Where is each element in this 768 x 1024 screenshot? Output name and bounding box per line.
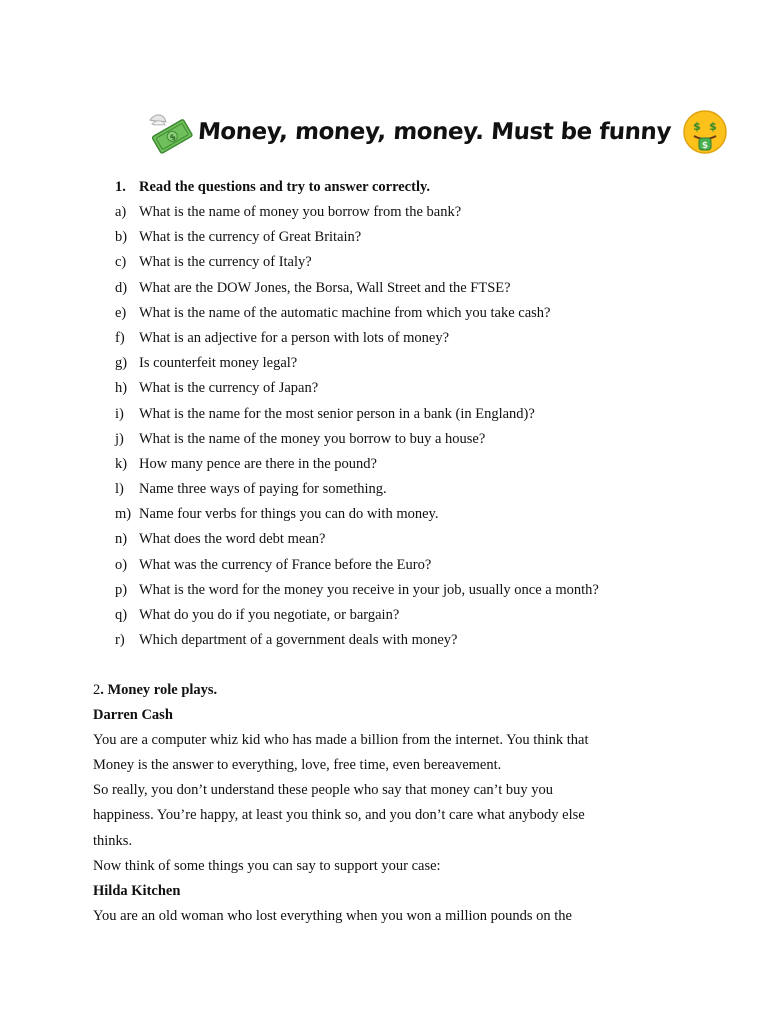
question-text: What do you do if you negotiate, or bargain? — [139, 607, 400, 623]
money-mouth-face-icon — [681, 108, 729, 156]
list-item — [115, 427, 715, 452]
question-letter: b) — [115, 229, 128, 246]
svg-text:$: $ — [693, 120, 701, 133]
section-number: 1. — [115, 179, 126, 195]
role-text-line: Money is the answer to everything, love, free time, even bereavement. — [93, 757, 502, 774]
question-text: What is an adjective for a person with lots of money? — [139, 329, 450, 346]
question-list — [115, 200, 715, 653]
svg-text:$: $ — [709, 120, 717, 133]
list-item — [115, 301, 715, 326]
list-item — [115, 326, 715, 351]
question-letter: p) — [115, 581, 128, 598]
list-item — [115, 628, 715, 653]
question-text: What is the currency of Japan? — [139, 380, 319, 397]
question-letter: d) — [115, 279, 128, 296]
question-text: What is the word for the money you receive in your job, usually once a month? — [139, 581, 599, 598]
list-item — [115, 376, 715, 401]
question-letter: c) — [115, 254, 127, 271]
question-letter: j) — [115, 430, 124, 447]
svg-text:$: $ — [701, 141, 708, 151]
question-letter: g) — [115, 355, 128, 372]
role-text-line: Now think of some things you can say to support your case: — [93, 857, 441, 874]
list-item — [115, 502, 715, 527]
list-item — [115, 527, 715, 552]
question-text: What does the word debt mean? — [139, 531, 326, 548]
question-letter: a) — [115, 204, 127, 220]
question-letter: l) — [115, 481, 124, 498]
list-item — [115, 351, 715, 376]
role-text-line: You are an old woman who lost everything when you won a million pounds on the — [93, 907, 572, 924]
question-text: What is the currency of Italy? — [139, 254, 312, 271]
question-letter: q) — [115, 607, 128, 623]
question-letter: r) — [115, 632, 125, 649]
question-letter: o) — [115, 556, 128, 573]
question-letter: i) — [115, 405, 124, 422]
question-letter: h) — [115, 380, 128, 397]
svg-text:$: $ — [168, 132, 178, 143]
list-item — [115, 225, 715, 250]
role-plays-section — [93, 678, 653, 929]
question-text: What are the DOW Jones, the Borsa, Wall Street and the FTSE? — [139, 279, 511, 296]
question-letter: k) — [115, 455, 128, 472]
list-item — [115, 477, 715, 502]
question-text: Name three ways of paying for something. — [139, 481, 387, 498]
list-item — [115, 200, 715, 225]
question-text: Which department of a government deals with money? — [139, 632, 458, 649]
list-item — [115, 553, 715, 578]
list-item — [115, 452, 715, 477]
question-text: What is the currency of Great Britain? — [139, 229, 362, 246]
question-text: What is the name of the money you borrow to buy a house? — [139, 430, 486, 447]
role-name: Hilda Kitchen — [93, 882, 181, 899]
role-text-line: So really, you don’t understand these people who say that money can’t buy you — [93, 782, 554, 799]
role-text-line: thinks. — [93, 832, 133, 849]
role-plays-heading — [93, 678, 653, 703]
list-item — [115, 603, 715, 628]
list-item — [115, 276, 715, 301]
money-with-wings-icon — [146, 110, 194, 154]
question-text: Is counterfeit money legal? — [139, 355, 298, 372]
section-number: 2 — [93, 682, 101, 698]
question-letter: m) — [115, 506, 132, 523]
section-heading: Read the questions and try to answer correctly. — [139, 179, 431, 195]
section-heading: . Money role plays. — [100, 682, 218, 698]
question-letter: f) — [115, 329, 125, 346]
questions-heading — [115, 175, 715, 200]
question-text: What is the name of the automatic machine from which you take cash? — [139, 304, 551, 321]
question-text: What is the name for the most senior person in a bank (in England)? — [139, 405, 535, 422]
question-letter: e) — [115, 304, 127, 321]
document-title — [146, 106, 729, 158]
question-text: What was the currency of France before the Euro? — [139, 556, 432, 573]
questions-section — [115, 175, 715, 653]
role-text-line: You are a computer whiz kid who has made a billion from the internet. You think that — [93, 732, 589, 749]
list-item — [115, 250, 715, 275]
role-text-line: happiness. You’re happy, at least you think so, and you don’t care what anybody else — [93, 807, 585, 824]
role-name: Darren Cash — [93, 707, 173, 724]
question-text: How many pence are there in the pound? — [139, 455, 377, 472]
list-item — [115, 578, 715, 603]
question-text: Name four verbs for things you can do with money. — [139, 506, 439, 523]
list-item — [115, 402, 715, 427]
title-text: Money, money, money. Must be funny — [197, 119, 672, 145]
question-letter: n) — [115, 531, 128, 548]
question-text: What is the name of money you borrow from the bank? — [139, 204, 462, 220]
